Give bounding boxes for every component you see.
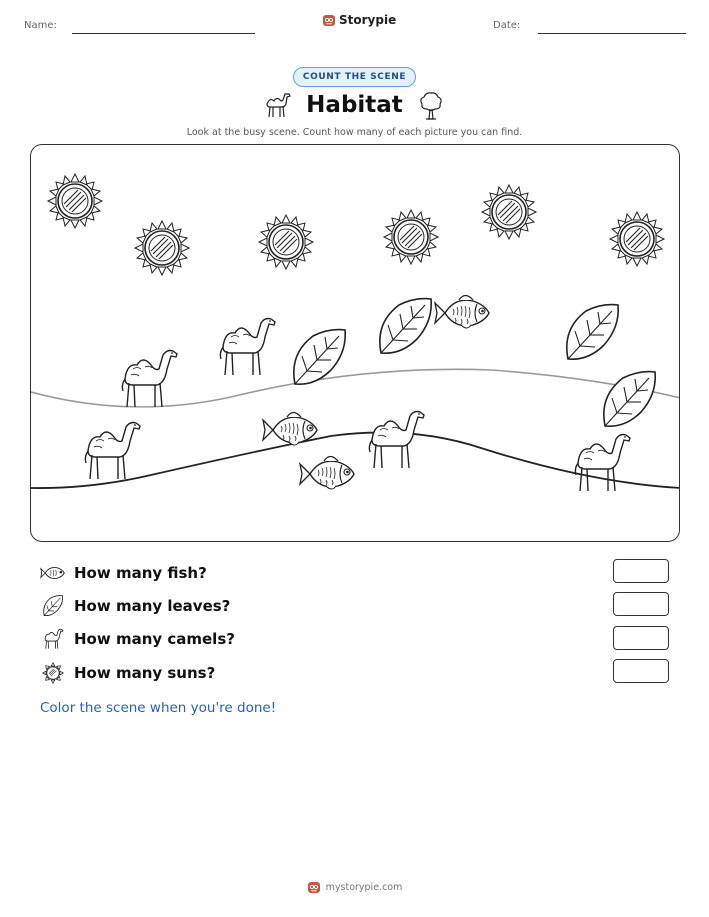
suns-answer-box[interactable] bbox=[613, 659, 669, 683]
sun-3 bbox=[259, 215, 313, 269]
leaves-answer-box[interactable] bbox=[613, 592, 669, 616]
sun-icon bbox=[40, 662, 66, 684]
footer bbox=[0, 880, 709, 894]
leaf-2 bbox=[380, 299, 431, 354]
question-suns bbox=[40, 661, 215, 685]
tree-icon bbox=[418, 90, 444, 122]
sun-5 bbox=[482, 185, 536, 239]
count-the-scene-badge: COUNT THE SCENE bbox=[293, 67, 416, 87]
date-field[interactable] bbox=[538, 33, 686, 34]
scene-canvas bbox=[31, 145, 680, 542]
leaf-icon bbox=[40, 595, 66, 617]
instructions-text: Look at the busy scene. Count how many of each picture you can find. bbox=[186, 127, 523, 138]
leaf-4 bbox=[604, 372, 655, 427]
fish-answer-box[interactable] bbox=[613, 559, 669, 583]
camel-4 bbox=[369, 412, 424, 469]
question-camels bbox=[40, 627, 235, 651]
question-text: How many fish? bbox=[74, 564, 207, 582]
brand-name: Storypie bbox=[339, 13, 397, 27]
question-text: How many suns? bbox=[74, 664, 216, 682]
leaf-1 bbox=[294, 330, 345, 385]
sun-1 bbox=[48, 174, 102, 228]
camel-2 bbox=[220, 319, 275, 376]
storypie-mascot-icon bbox=[307, 880, 321, 894]
storypie-mascot-icon bbox=[322, 13, 336, 27]
fish-3 bbox=[300, 457, 354, 490]
brand-logo bbox=[322, 13, 396, 27]
fish-1 bbox=[435, 296, 489, 329]
question-text: How many camels? bbox=[74, 630, 235, 648]
color-instruction: Color the scene when you're done! bbox=[40, 700, 277, 716]
question-text: How many leaves? bbox=[74, 597, 231, 615]
date-label: Date: bbox=[493, 20, 521, 31]
leaf-3 bbox=[567, 305, 618, 360]
page-title: Habitat bbox=[306, 92, 403, 118]
question-leaves bbox=[40, 594, 230, 618]
question-fish bbox=[40, 561, 207, 585]
sun-6 bbox=[610, 212, 664, 266]
fish-icon bbox=[40, 562, 66, 584]
camel-3 bbox=[85, 423, 140, 480]
sun-4 bbox=[384, 210, 438, 264]
camel-icon bbox=[40, 628, 66, 650]
camel-1 bbox=[122, 351, 177, 408]
name-field[interactable] bbox=[72, 33, 255, 34]
sun-2 bbox=[135, 221, 189, 275]
name-label: Name: bbox=[24, 20, 57, 31]
habitat-scene[interactable] bbox=[30, 144, 680, 542]
footer-site-link[interactable]: mystorypie.com bbox=[325, 881, 403, 893]
camels-answer-box[interactable] bbox=[613, 626, 669, 650]
